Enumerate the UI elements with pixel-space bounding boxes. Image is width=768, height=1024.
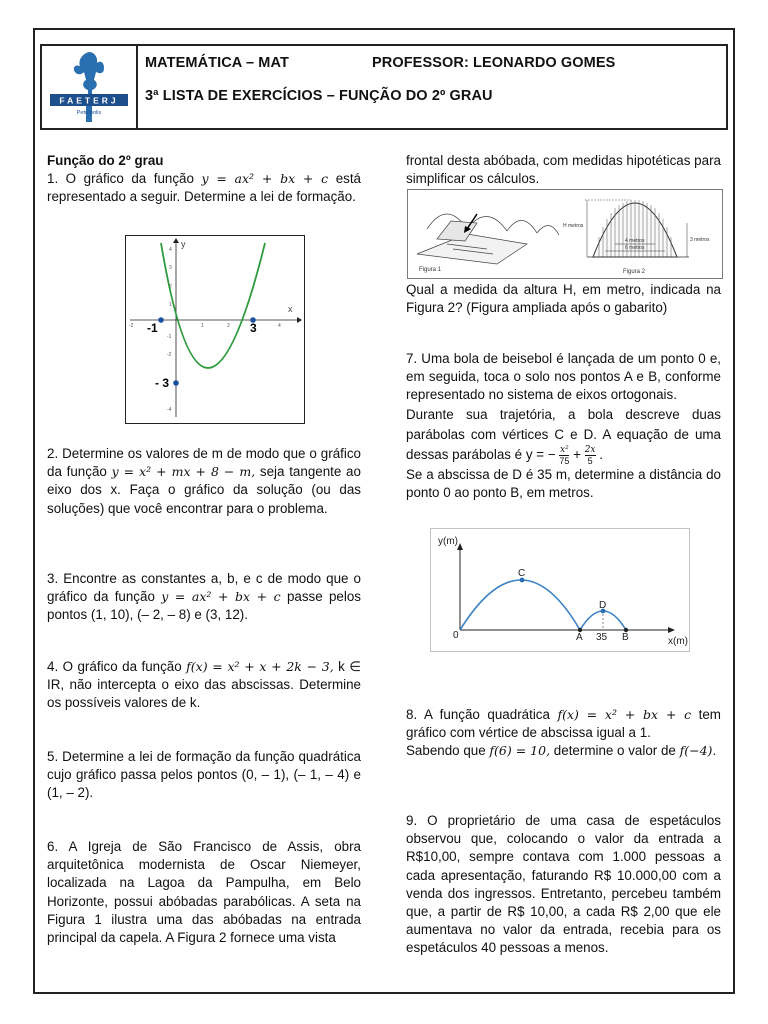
q3-suffix: passe pelos pontos (1, 10), (– 2, – 8) e (3, 12). — [47, 589, 361, 623]
q7-eq-num2: 2x — [584, 444, 596, 455]
subject-title: MATEMÁTICA – MAT — [145, 55, 289, 71]
q2-formula: y = x² + mx + 8 − m, — [111, 464, 256, 480]
vertex-d-label: D — [599, 600, 607, 611]
question-1 — [47, 170, 361, 206]
graph-frame — [431, 529, 690, 652]
q8-line2-formula: f(6) = 10, — [489, 743, 551, 759]
q6-text-right: frontal desta abóbada, com medidas hipotéticas para simplificar os cálculos. — [406, 153, 721, 187]
question-8 — [406, 706, 721, 761]
list-title: 3ª LISTA DE EXERCÍCIOS – FUNÇÃO DO 2º GRAU — [145, 88, 493, 104]
tick-y: 1 — [169, 302, 172, 308]
h-label: H metros — [563, 223, 584, 229]
q7-eq-den2: 5 — [587, 455, 593, 466]
q5-text: 5. Determine a lei de formação da função quadrática cujo gráfico passa pelos pontos (0, – 1), (– 1, – 4) e (1, – 2). — [47, 749, 361, 801]
q7-graph — [430, 528, 690, 652]
y-axis-label: y(m) — [438, 536, 458, 547]
point-b-label: B — [622, 632, 629, 643]
q7-text1: 7. Uma bola de beisebol é lançada de um ponto 0 e, em seguida, toca o solo nos pontos A e B, conforme representado no sistema de eixos ortogonais. — [406, 351, 721, 403]
q6-question-text: Qual a medida da altura H, em metro, indicada na Figura 2? (Figura ampliada após o gabarito) — [406, 282, 721, 316]
q6-continued — [406, 152, 721, 188]
y-axis-label: y — [181, 239, 186, 249]
question-2 — [47, 445, 361, 518]
root-point — [158, 317, 164, 323]
q4-suffix: k ∈ IR, não intercepta o eixo das abscissas. Determine os possíveis valores de k. — [47, 659, 361, 711]
q4-formula: f(x) = x² + x + 2k − 3, — [186, 659, 334, 674]
root2-label: 3 — [250, 321, 257, 335]
q8-line2-prefix: Sabendo que — [406, 743, 486, 759]
question-9 — [406, 812, 721, 958]
left-column — [47, 152, 361, 207]
q6-question — [406, 281, 721, 317]
question-7 — [406, 350, 721, 502]
tick-x: 2 — [227, 323, 230, 329]
tick-x: 1 — [201, 323, 204, 329]
header-box — [40, 44, 728, 130]
q6-figures — [407, 189, 723, 279]
m6-label: 6 metros — [625, 245, 645, 251]
q1-graph — [125, 235, 305, 424]
question-4 — [47, 658, 361, 713]
faeterj-logo — [42, 46, 136, 128]
logo-text: FAETERJ — [59, 95, 119, 106]
q8-line2-suffix: determine o valor de — [553, 743, 676, 759]
tick-y: 3 — [169, 265, 172, 271]
intercept-label: - 3 — [155, 376, 170, 390]
q7-text3: Se a abscissa de D é 35 m, determine a distância do ponto 0 ao ponto B, em metros. — [406, 466, 721, 500]
tick-x: -2 — [129, 323, 134, 329]
q7-eq-end: . — [599, 446, 603, 462]
q1-suffix: está representado a seguir. Determine a lei de formação. — [47, 171, 361, 205]
point-a-label: A — [576, 632, 583, 643]
tick-x: 4 — [278, 323, 281, 329]
q7-eq-num1: x² — [560, 444, 569, 455]
professor-name: PROFESSOR: LEONARDO GOMES — [372, 55, 616, 71]
figure1-caption: Figura 1 — [419, 267, 442, 273]
tick-y: 2 — [169, 284, 172, 290]
tick-y: -2 — [167, 352, 172, 358]
q1-formula: y = ax² + bx + c — [201, 171, 329, 187]
question-5 — [47, 748, 361, 803]
vertex-c-label: C — [518, 568, 526, 579]
tick-35-label: 35 — [596, 632, 608, 643]
q3-formula: y = ax² + bx + c — [161, 589, 281, 605]
q7-text2: Durante sua trajetória, a bola descreve duas parábolas com vértices C e D. A equação de uma dessas parábolas é y = — [406, 406, 721, 462]
figure2-caption: Figura 2 — [623, 269, 646, 275]
q8-formula: f(x) = x² + bx + c — [557, 707, 692, 722]
tick-y: -1 — [167, 334, 172, 340]
q7-eq-minus: − — [547, 446, 556, 462]
q7-fraction2 — [585, 445, 596, 466]
tick-y: 4 — [169, 247, 172, 253]
logo — [42, 46, 138, 128]
section-title: Função do 2º grau — [47, 153, 164, 168]
q3-prefix: 3. Encontre as constantes a, b, e c de modo que o gráfico da função — [47, 571, 361, 605]
m3-label: 3 metros — [690, 237, 710, 243]
root1-label: -1 — [147, 321, 158, 335]
q8-suffix: tem gráfico com vértice de abscissa igual a 1. — [406, 707, 721, 741]
q7-eq-plus: + — [573, 446, 581, 462]
q2-suffix: seja tangente ao eixo dos x. Faça o gráfico da solução (ou das soluções) que você encontrar para o problema. — [47, 464, 361, 516]
origin-label: 0 — [453, 630, 459, 641]
q2-prefix: 2. Determine os valores de m de modo que o gráfico da função — [47, 446, 361, 480]
x-axis-label: x(m) — [668, 636, 688, 647]
q7-eq-den1: 75 — [559, 455, 570, 466]
intercept-point — [173, 380, 179, 386]
dragon-icon — [74, 52, 104, 98]
question-6 — [47, 838, 361, 947]
q7-fraction1 — [559, 445, 569, 466]
x-axis-label: x — [288, 304, 293, 314]
tick-y: -4 — [167, 407, 172, 413]
logo-subtext: Petrópolis — [76, 110, 102, 116]
m4-label: 4 metros — [625, 238, 645, 244]
q9-text: 9. O proprietário de uma casa de espetáculos observou que, colocando o valor da entrada a R$10,00, sempre contava com 1.000 pessoas a cada apresentação, faturando R$ 10.000,00 com a venda dos ingressos. Entretanto, percebeu também que, a partir de R$ 10,00, a cada R$ 2,00 que ele aumentava no valor da entrada, recebia para os espetáculos 40 pessoas a menos. — [406, 813, 721, 956]
question-3 — [47, 570, 361, 625]
q6-text-left: 6. A Igreja de São Francisco de Assis, obra arquitetônica modernista de Oscar Niemeyer, localizada na Lagoa da Pampulha, em Belo Horizonte, possui abóbadas parabólicas. A seta na Figura 1 ilustra uma das abóbadas na entrada principal da capela. A Figura 2 fornece uma vista — [47, 839, 361, 946]
q8-prefix: 8. A função quadrática — [406, 707, 550, 722]
q1-prefix: 1. O gráfico da função — [47, 171, 194, 187]
q8-line3-formula: f(−4). — [679, 743, 717, 759]
q4-prefix: 4. O gráfico da função — [47, 659, 182, 674]
